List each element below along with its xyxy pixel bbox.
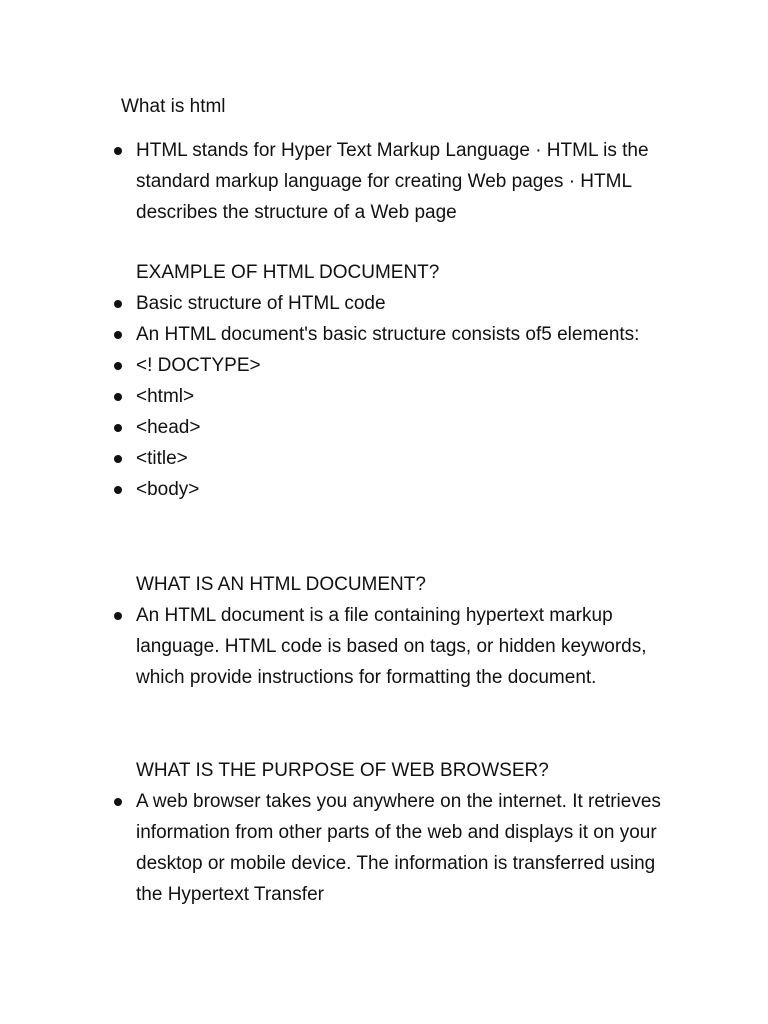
list-item [110,412,670,443]
list-item [110,600,670,693]
list-item-text: <! DOCTYPE> [136,355,261,376]
page-title: What is html [121,96,226,117]
list-item [110,288,670,319]
bullet-icon [114,147,122,155]
list-item [110,443,670,474]
list-item [110,350,670,381]
bullet-icon [114,798,122,806]
list-item-text: <body> [136,479,200,500]
bullet-icon [114,300,122,308]
bullet-icon [114,455,122,463]
bullet-icon [114,424,122,432]
list-item-text: Basic structure of HTML code [136,293,386,314]
section-heading: WHAT IS THE PURPOSE OF WEB BROWSER? [136,760,549,781]
list-item [110,319,670,350]
list-item [110,135,670,228]
list-item [110,381,670,412]
section-heading: WHAT IS AN HTML DOCUMENT? [136,574,426,595]
list-item-text: <title> [136,448,188,469]
bullet-list [110,135,670,228]
list-item-text: HTML stands for Hyper Text Markup Language · HTML is the standard markup language for creating Web pages · HTML describes the structure of a Web page [136,140,649,223]
bullet-list [110,786,670,910]
bullet-icon [114,486,122,494]
list-item-text: An HTML document's basic structure consists of5 elements: [136,324,640,345]
list-item [110,786,670,910]
list-item-text: <head> [136,417,201,438]
list-item-text: <html> [136,386,195,407]
list-item [110,474,670,505]
list-item-text: A web browser takes you anywhere on the internet. It retrieves information from other parts of the web and displays it on your desktop or mobile device. The information is transferred using the Hypertext Transfer [136,791,661,905]
bullet-list [110,288,670,505]
bullet-icon [114,362,122,370]
section-what-is-document [110,569,670,693]
bullet-icon [114,331,122,339]
section-intro [110,135,670,228]
list-item-text: An HTML document is a file containing hypertext markup language. HTML code is based on tags, or hidden keywords, which provide instructions for formatting the document. [136,605,647,688]
bullet-icon [114,612,122,620]
bullet-list [110,600,670,693]
section-heading: EXAMPLE OF HTML DOCUMENT? [136,262,440,283]
section-example [110,257,670,505]
bullet-icon [114,393,122,401]
section-web-browser [110,755,670,910]
